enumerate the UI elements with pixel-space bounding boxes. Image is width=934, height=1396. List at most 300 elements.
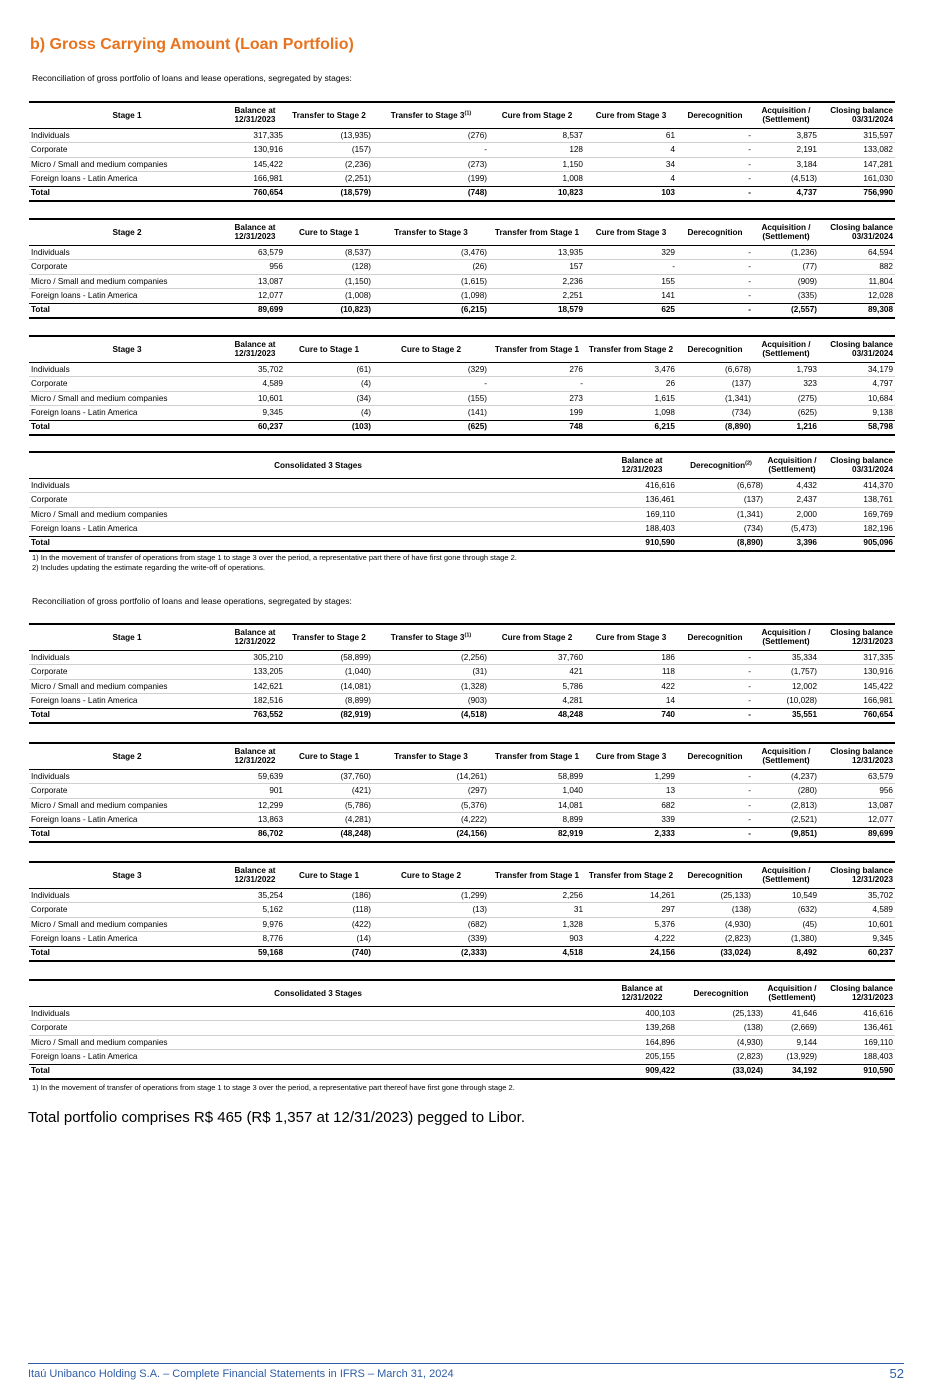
column-header-label: Cure to Stage 1 [298, 751, 360, 761]
column-header-label: Acquisition / (Settlement) [767, 983, 817, 1003]
table-cell: 10,601 [225, 391, 285, 406]
table-cell: (280) [753, 784, 819, 799]
table-cell: 118 [585, 665, 677, 680]
intro-text-2023: Reconciliation of gross portfolio of loans and lease operations, segregated by stages: [32, 596, 352, 606]
column-header [285, 336, 373, 362]
total-cell: 103 [585, 186, 677, 201]
table-row [29, 274, 895, 289]
table-cell: - [677, 172, 753, 187]
column-header-label: Acquisition / (Settlement) [767, 455, 817, 475]
column-header [677, 452, 765, 478]
table-cell: (682) [373, 917, 489, 932]
table-cell: (275) [753, 391, 819, 406]
table-cell: 169,110 [819, 1035, 895, 1050]
stage3-table-2023 [29, 861, 895, 962]
table-cell: - [677, 769, 753, 784]
table-body [29, 650, 895, 723]
column-header [489, 219, 585, 245]
row-label: Corporate [29, 784, 225, 799]
table-cell: 315,597 [819, 128, 895, 143]
column-header [29, 743, 225, 769]
total-row [29, 420, 895, 435]
column-header [285, 743, 373, 769]
total-cell: (18,579) [285, 186, 373, 201]
column-header-label: Cure from Stage 3 [595, 751, 667, 761]
table-cell: 2,251 [489, 289, 585, 304]
total-cell: 909,422 [607, 1064, 677, 1079]
table-cell: (26) [373, 260, 489, 275]
column-header-label: Acquisition / (Settlement) [761, 105, 811, 125]
table-cell: 10,684 [819, 391, 895, 406]
column-header-label: Acquisition / (Settlement) [761, 865, 811, 885]
table-cell: (4,930) [677, 1035, 765, 1050]
table-row [29, 406, 895, 421]
table-cell: 323 [753, 377, 819, 392]
header-row [29, 743, 895, 769]
total-cell: (33,024) [677, 1064, 765, 1079]
table-cell: 9,345 [819, 932, 895, 947]
table-cell: 3,184 [753, 157, 819, 172]
column-header [29, 336, 225, 362]
table-cell: 64,594 [819, 245, 895, 260]
table-body [29, 478, 895, 551]
table-cell: 10,601 [819, 917, 895, 932]
row-label: Micro / Small and medium companies [29, 274, 225, 289]
table-cell: 58,899 [489, 769, 585, 784]
table-cell: 10,549 [753, 888, 819, 903]
column-header [29, 102, 225, 128]
total-cell: 89,699 [225, 303, 285, 318]
table-cell: 169,110 [607, 507, 677, 522]
column-header-label: Consolidated 3 Stages [274, 988, 362, 998]
table-header [29, 452, 895, 478]
stage2-table-2023 [29, 742, 895, 843]
table-cell: - [677, 813, 753, 828]
table-cell: 155 [585, 274, 677, 289]
column-header [765, 980, 819, 1006]
column-header [225, 624, 285, 650]
column-header-label: Closing balance 12/31/2023 [830, 983, 893, 1003]
table-cell: (4,930) [677, 917, 753, 932]
column-header [607, 452, 677, 478]
column-header [489, 102, 585, 128]
table-cell: 133,205 [225, 665, 285, 680]
table-cell: 4,797 [819, 377, 895, 392]
table-cell: 166,981 [819, 694, 895, 709]
total-cell: 48,248 [489, 708, 585, 723]
table-cell: 145,422 [225, 157, 285, 172]
table-cell: 12,002 [753, 679, 819, 694]
table-cell: (276) [373, 128, 489, 143]
column-header [677, 102, 753, 128]
row-label: Corporate [29, 493, 607, 508]
table-cell: 128 [489, 143, 585, 158]
column-header [677, 219, 753, 245]
table-cell: 305,210 [225, 650, 285, 665]
table-cell: (45) [753, 917, 819, 932]
table-cell: (14,081) [285, 679, 373, 694]
table-header [29, 862, 895, 888]
total-cell: (740) [285, 946, 373, 961]
column-header-label: Transfer from Stage 1 [494, 227, 580, 237]
total-label: Total [29, 827, 225, 842]
total-cell: 905,096 [819, 536, 895, 551]
row-label: Foreign loans - Latin America [29, 172, 225, 187]
total-cell: (4,518) [373, 708, 489, 723]
table-cell: (422) [285, 917, 373, 932]
table-cell: 61 [585, 128, 677, 143]
section-title: b) Gross Carrying Amount (Loan Portfolio) [30, 36, 354, 53]
table-cell: 133,082 [819, 143, 895, 158]
row-label: Corporate [29, 260, 225, 275]
total-cell: 58,798 [819, 420, 895, 435]
table-cell: (909) [753, 274, 819, 289]
column-header-label: Transfer from Stage 1 [494, 344, 580, 354]
table-cell: (273) [373, 157, 489, 172]
table-cell: - [373, 377, 489, 392]
table-row [29, 650, 895, 665]
column-header-label: Cure to Stage 1 [298, 870, 360, 880]
table-row [29, 493, 895, 508]
table-cell: - [677, 245, 753, 260]
table-cell: 12,077 [225, 289, 285, 304]
table-cell: (2,823) [677, 932, 753, 947]
table-cell: 11,804 [819, 274, 895, 289]
table-cell: (199) [373, 172, 489, 187]
table-cell: 13 [585, 784, 677, 799]
table-cell: 34 [585, 157, 677, 172]
column-header [585, 624, 677, 650]
column-header-label: Derecognition [687, 227, 743, 237]
total-cell: (6,215) [373, 303, 489, 318]
column-header-label: Transfer to Stage 3 [394, 751, 468, 761]
table-cell: 5,376 [585, 917, 677, 932]
column-header [585, 743, 677, 769]
column-header [585, 336, 677, 362]
total-cell: 10,823 [489, 186, 585, 201]
column-header-label: Derecognition [687, 751, 743, 761]
table-cell: 1,008 [489, 172, 585, 187]
column-header-label: Transfer from Stage 1 [494, 751, 580, 761]
total-row [29, 1064, 895, 1079]
table-cell: 34,179 [819, 362, 895, 377]
stage1-table-2024 [29, 101, 895, 202]
column-header [819, 980, 895, 1006]
table-row [29, 391, 895, 406]
table-cell: - [585, 260, 677, 275]
column-header [373, 743, 489, 769]
total-cell: (9,851) [753, 827, 819, 842]
footnote-marker: (1) [464, 631, 472, 638]
table-row [29, 377, 895, 392]
footnote-marker: (1) [464, 109, 472, 116]
footnote-2023-1: 1) In the movement of transfer of operations from stage 1 to stage 3 over the period, a representative part thereof have first gone through stage 2. [32, 1083, 515, 1092]
total-cell: 89,308 [819, 303, 895, 318]
table-cell: (5,786) [285, 798, 373, 813]
table-cell: 682 [585, 798, 677, 813]
table-cell: (1,040) [285, 665, 373, 680]
table-cell: (6,678) [677, 478, 765, 493]
column-header-label: Closing balance 03/31/2024 [830, 455, 893, 475]
row-label: Corporate [29, 665, 225, 680]
table-cell: 1,098 [585, 406, 677, 421]
table-cell: (138) [677, 1021, 765, 1036]
table-row [29, 172, 895, 187]
total-cell: (103) [285, 420, 373, 435]
table-row [29, 507, 895, 522]
table-cell: 138,761 [819, 493, 895, 508]
column-header-label: Balance at 12/31/2022 [621, 983, 663, 1003]
table-cell: 1,793 [753, 362, 819, 377]
table-cell: 136,461 [819, 1021, 895, 1036]
total-cell: 910,590 [607, 536, 677, 551]
row-label: Foreign loans - Latin America [29, 406, 225, 421]
table-cell: 1,299 [585, 769, 677, 784]
column-header-label: Balance at 12/31/2022 [234, 627, 276, 647]
table-cell: (186) [285, 888, 373, 903]
header-row [29, 452, 895, 478]
table-row [29, 143, 895, 158]
column-header [29, 452, 607, 478]
row-label: Micro / Small and medium companies [29, 917, 225, 932]
table-cell: 26 [585, 377, 677, 392]
header-row [29, 102, 895, 128]
table-cell: 339 [585, 813, 677, 828]
column-header-label: Cure to Stage 2 [400, 870, 462, 880]
total-cell: 18,579 [489, 303, 585, 318]
table-cell: 2,437 [765, 493, 819, 508]
row-label: Foreign loans - Latin America [29, 813, 225, 828]
total-cell: (2,333) [373, 946, 489, 961]
table-cell: (3,476) [373, 245, 489, 260]
footer-divider [28, 1363, 904, 1364]
total-cell: 34,192 [765, 1064, 819, 1079]
column-header [373, 624, 489, 650]
column-header [677, 336, 753, 362]
column-header [225, 102, 285, 128]
column-header-label: Stage 2 [112, 227, 142, 237]
row-label: Foreign loans - Latin America [29, 522, 607, 537]
stage1-table-2023 [29, 623, 895, 724]
column-header-label: Cure from Stage 3 [595, 632, 667, 642]
total-cell: 760,654 [225, 186, 285, 201]
row-label: Individuals [29, 650, 225, 665]
table-cell: (1,328) [373, 679, 489, 694]
column-header [29, 980, 607, 1006]
table-cell: 182,516 [225, 694, 285, 709]
table-cell: 1,040 [489, 784, 585, 799]
total-cell: 3,396 [765, 536, 819, 551]
table-header [29, 102, 895, 128]
column-header-label: Acquisition / (Settlement) [761, 339, 811, 359]
table-body [29, 769, 895, 842]
table-cell: 188,403 [607, 522, 677, 537]
table-cell: 4 [585, 143, 677, 158]
table-cell: 205,155 [607, 1050, 677, 1065]
table-cell: 35,334 [753, 650, 819, 665]
row-label: Individuals [29, 1006, 607, 1021]
column-header [373, 862, 489, 888]
column-header [373, 102, 489, 128]
table-row [29, 157, 895, 172]
column-header-label: Acquisition / (Settlement) [761, 222, 811, 242]
column-header [585, 862, 677, 888]
table-cell: 13,087 [225, 274, 285, 289]
consolidated-table-2023 [29, 979, 895, 1080]
row-label: Individuals [29, 888, 225, 903]
footnote-marker: (2) [745, 459, 752, 466]
table-cell: 416,616 [607, 478, 677, 493]
table-cell: - [489, 377, 585, 392]
table-cell: (1,757) [753, 665, 819, 680]
total-row [29, 186, 895, 201]
table-cell: 164,896 [607, 1035, 677, 1050]
table-cell: (8,537) [285, 245, 373, 260]
table-row [29, 665, 895, 680]
table-cell: 4,589 [225, 377, 285, 392]
table-cell: 400,103 [607, 1006, 677, 1021]
column-header [753, 624, 819, 650]
table-cell: (118) [285, 903, 373, 918]
table-cell: 5,162 [225, 903, 285, 918]
column-header [819, 862, 895, 888]
table-cell: 139,268 [607, 1021, 677, 1036]
table-cell: (25,133) [677, 1006, 765, 1021]
table-cell: 273 [489, 391, 585, 406]
row-label: Micro / Small and medium companies [29, 679, 225, 694]
table-cell: (339) [373, 932, 489, 947]
libor-summary: Total portfolio comprises R$ 465 (R$ 1,357 at 12/31/2023) pegged to Libor. [28, 1109, 525, 1126]
table-cell: 317,335 [819, 650, 895, 665]
table-cell: (1,098) [373, 289, 489, 304]
column-header-label: Stage 1 [112, 110, 142, 120]
total-cell: 59,168 [225, 946, 285, 961]
total-cell: 2,333 [585, 827, 677, 842]
table-cell: - [677, 274, 753, 289]
column-header-label: Cure from Stage 3 [595, 110, 667, 120]
table-cell: (1,615) [373, 274, 489, 289]
column-header [677, 743, 753, 769]
total-cell: 4,518 [489, 946, 585, 961]
total-cell: 4,737 [753, 186, 819, 201]
table-cell: (2,669) [765, 1021, 819, 1036]
table-cell: 1,150 [489, 157, 585, 172]
column-header-label: Consolidated 3 Stages [274, 460, 362, 470]
table-cell: (1,341) [677, 391, 753, 406]
total-cell: 82,919 [489, 827, 585, 842]
column-header-label: Balance at 12/31/2023 [621, 455, 663, 475]
table-cell: 31 [489, 903, 585, 918]
table-cell: (1,008) [285, 289, 373, 304]
total-row [29, 946, 895, 961]
table-cell: (4,222) [373, 813, 489, 828]
header-row [29, 219, 895, 245]
table-cell: (1,380) [753, 932, 819, 947]
table-row [29, 245, 895, 260]
column-header-label: Acquisition / (Settlement) [761, 746, 811, 766]
table-cell: (2,251) [285, 172, 373, 187]
column-header-label: Stage 1 [112, 632, 142, 642]
table-body [29, 1006, 895, 1079]
column-header [225, 743, 285, 769]
table-row [29, 679, 895, 694]
column-header [29, 862, 225, 888]
table-cell: 188,403 [819, 1050, 895, 1065]
column-header [225, 219, 285, 245]
table-cell: - [373, 143, 489, 158]
total-cell: (48,248) [285, 827, 373, 842]
table-cell: 63,579 [819, 769, 895, 784]
table-cell: 145,422 [819, 679, 895, 694]
column-header-label: Closing balance 03/31/2024 [830, 105, 893, 125]
total-cell: (8,890) [677, 420, 753, 435]
column-header [285, 624, 373, 650]
table-cell: 9,138 [819, 406, 895, 421]
column-header-label: Balance at 12/31/2023 [234, 105, 276, 125]
table-cell: 14 [585, 694, 677, 709]
table-cell: (13,935) [285, 128, 373, 143]
header-row [29, 624, 895, 650]
column-header-label: Balance at 12/31/2022 [234, 746, 276, 766]
table-row [29, 289, 895, 304]
row-label: Individuals [29, 769, 225, 784]
column-header-label: Derecognition [687, 110, 743, 120]
table-cell: 329 [585, 245, 677, 260]
table-cell: 9,345 [225, 406, 285, 421]
total-cell: 89,699 [819, 827, 895, 842]
table-cell: (625) [753, 406, 819, 421]
row-label: Micro / Small and medium companies [29, 798, 225, 813]
column-header [489, 624, 585, 650]
table-row [29, 522, 895, 537]
column-header [225, 862, 285, 888]
total-cell: 8,492 [753, 946, 819, 961]
table-cell: (37,760) [285, 769, 373, 784]
column-header-label: Closing balance 12/31/2023 [830, 865, 893, 885]
table-cell: (4,513) [753, 172, 819, 187]
column-header [819, 624, 895, 650]
table-header [29, 980, 895, 1006]
table-cell: 5,786 [489, 679, 585, 694]
column-header-label: Transfer to Stage 3 [390, 632, 465, 642]
column-header-label: Derecognition [687, 344, 743, 354]
table-cell: 35,254 [225, 888, 285, 903]
total-cell: 86,702 [225, 827, 285, 842]
column-header [753, 743, 819, 769]
table-cell: - [677, 679, 753, 694]
row-label: Foreign loans - Latin America [29, 694, 225, 709]
table-cell: 14,081 [489, 798, 585, 813]
column-header [373, 219, 489, 245]
table-cell: 901 [225, 784, 285, 799]
table-row [29, 769, 895, 784]
table-cell: 1,615 [585, 391, 677, 406]
table-cell: (34) [285, 391, 373, 406]
table-cell: 3,476 [585, 362, 677, 377]
table-cell: (14) [285, 932, 373, 947]
total-cell: (2,557) [753, 303, 819, 318]
table-row [29, 917, 895, 932]
table-cell: (734) [677, 406, 753, 421]
total-cell: - [677, 186, 753, 201]
column-header-label: Cure to Stage 1 [298, 227, 360, 237]
header-row [29, 980, 895, 1006]
total-label: Total [29, 420, 225, 435]
table-cell: (2,256) [373, 650, 489, 665]
table-cell: (31) [373, 665, 489, 680]
table-cell: (8,899) [285, 694, 373, 709]
total-cell: 35,551 [753, 708, 819, 723]
